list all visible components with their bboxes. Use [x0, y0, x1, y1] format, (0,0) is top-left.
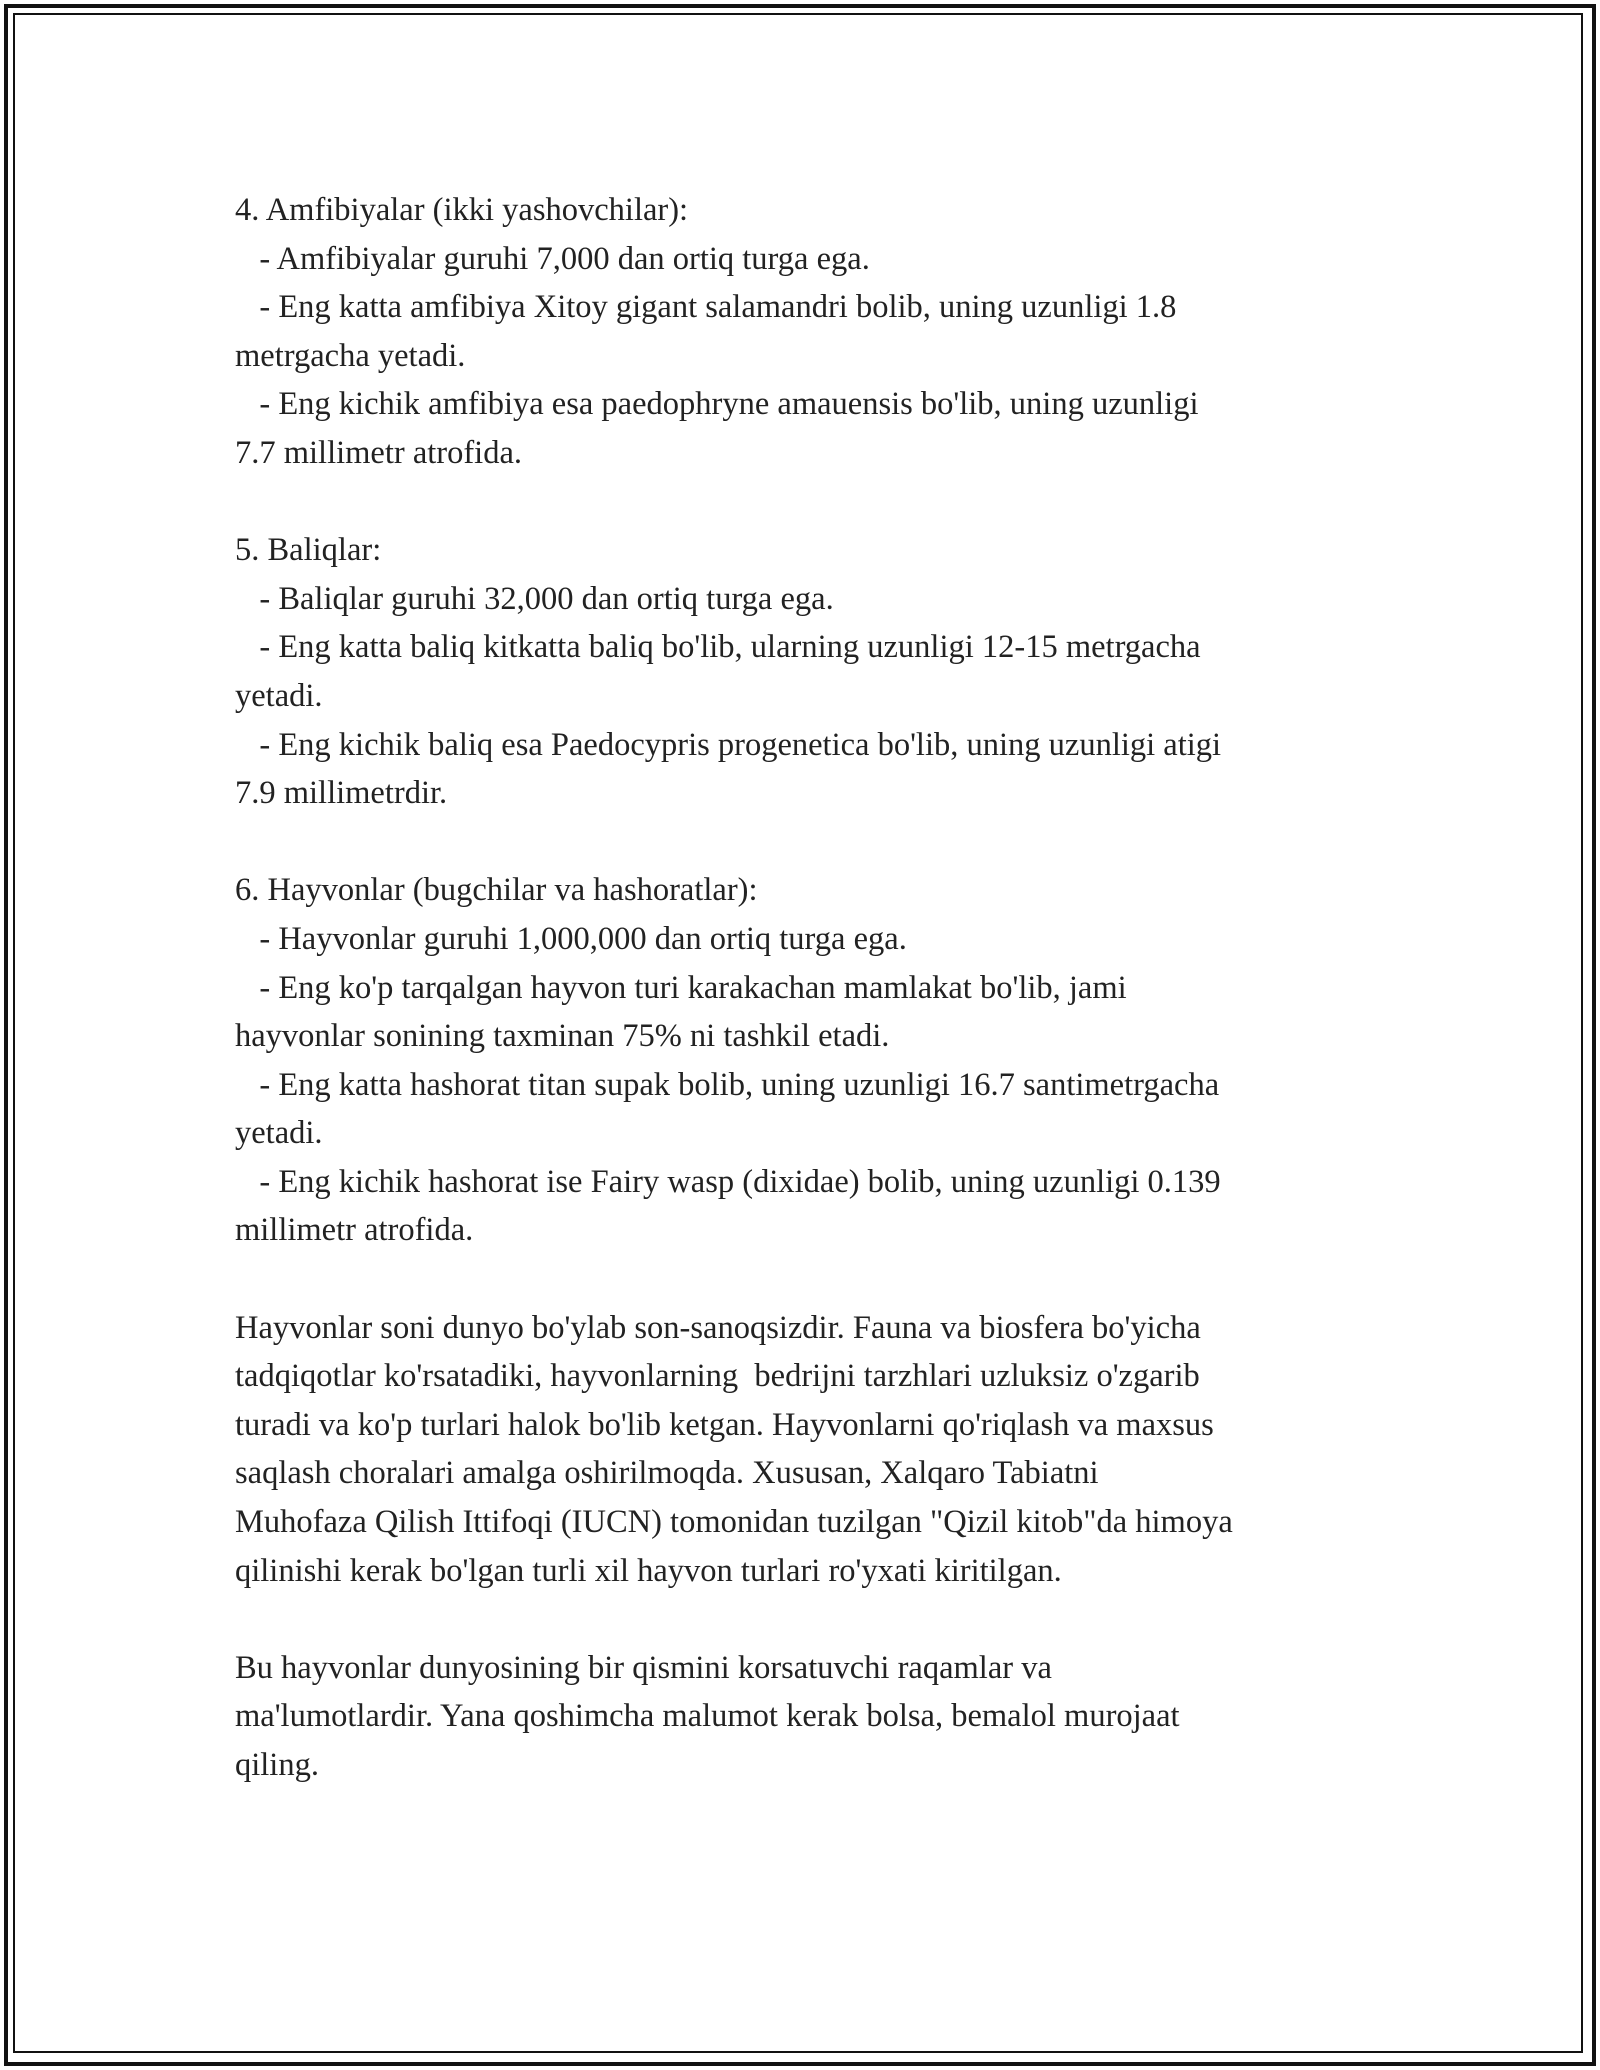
text-line: - Eng kichik amfibiya esa paedophryne amauensis bo'lib, uning uzunligi	[235, 386, 1199, 423]
section-heading: 6. Hayvonlar (bugchilar va hashoratlar):	[235, 872, 758, 909]
text-line: - Eng kichik hashorat ise Fairy wasp (dixidae) bolib, uning uzunligi 0.139	[235, 1163, 1221, 1200]
text-line: metrgacha yetadi.	[235, 337, 466, 374]
text-line: - Eng katta baliq kitkatta baliq bo'lib, ularning uzunligi 12-15 metrgacha	[235, 629, 1201, 666]
paragraph-gap	[235, 478, 1395, 527]
text-line: millimetr atrofida.	[235, 1212, 474, 1249]
text-line: yetadi.	[235, 1115, 323, 1152]
text-line: ma'lumotlardir. Yana qoshimcha malumot kerak bolsa, bemalol murojaat	[235, 1698, 1180, 1735]
document-body	[235, 186, 1395, 1790]
section-insects	[235, 866, 1395, 1255]
section-fish	[235, 526, 1395, 818]
text-line: 7.9 millimetrdir.	[235, 775, 448, 812]
paragraph-gap	[235, 1255, 1395, 1304]
text-line: - Amfibiyalar guruhi 7,000 dan ortiq turga ega.	[235, 240, 870, 277]
text-line: Hayvonlar soni dunyo bo'ylab son-sanoqsizdir. Fauna va biosfera bo'yicha	[235, 1309, 1201, 1346]
text-line: 7.7 millimetr atrofida.	[235, 434, 523, 471]
text-line: turadi va ko'p turlari halok bo'lib ketgan. Hayvonlarni qo'riqlash va maxsus	[235, 1406, 1214, 1443]
text-line: - Eng katta hashorat titan supak bolib, uning uzunligi 16.7 santimetrgacha	[235, 1066, 1220, 1103]
text-line: Muhofaza Qilish Ittifoqi (IUCN) tomonidan tuzilgan "Qizil kitob"da himoya	[235, 1504, 1233, 1541]
text-line: - Hayvonlar guruhi 1,000,000 dan ortiq turga ega.	[235, 920, 907, 957]
text-line: tadqiqotlar ko'rsatadiki, hayvonlarning bedrijni tarzhlari uzluksiz o'zgarib	[235, 1358, 1200, 1395]
text-line: Bu hayvonlar dunyosining bir qismini korsatuvchi raqamlar va	[235, 1649, 1052, 1686]
paragraph-gap	[235, 1595, 1395, 1644]
text-line: - Eng katta amfibiya Xitoy gigant salamandri bolib, uning uzunligi 1.8	[235, 289, 1177, 326]
text-line: hayvonlar sonining taxminan 75% ni tashkil etadi.	[235, 1018, 890, 1055]
text-line: saqlash choralari amalga oshirilmoqda. Xususan, Xalqaro Tabiatni	[235, 1455, 1099, 1492]
section-amphibians	[235, 186, 1395, 478]
text-line: - Baliqlar guruhi 32,000 dan ortiq turga ega.	[235, 580, 834, 617]
text-line: yetadi.	[235, 677, 323, 714]
text-line: - Eng ko'p tarqalgan hayvon turi karakachan mamlakat bo'lib, jami	[235, 969, 1127, 1006]
text-line: qilinishi kerak bo'lgan turli xil hayvon turlari ro'yxati kiritilgan.	[235, 1552, 1062, 1589]
paragraph-closing	[235, 1644, 1395, 1790]
section-heading: 4. Amfibiyalar (ikki yashovchilar):	[235, 192, 689, 228]
paragraph-gap	[235, 818, 1395, 867]
paragraph-summary	[235, 1304, 1395, 1596]
text-line: qiling.	[235, 1747, 319, 1783]
section-heading: 5. Baliqlar:	[235, 532, 382, 569]
text-line: - Eng kichik baliq esa Paedocypris progenetica bo'lib, uning uzunligi atigi	[235, 726, 1222, 763]
